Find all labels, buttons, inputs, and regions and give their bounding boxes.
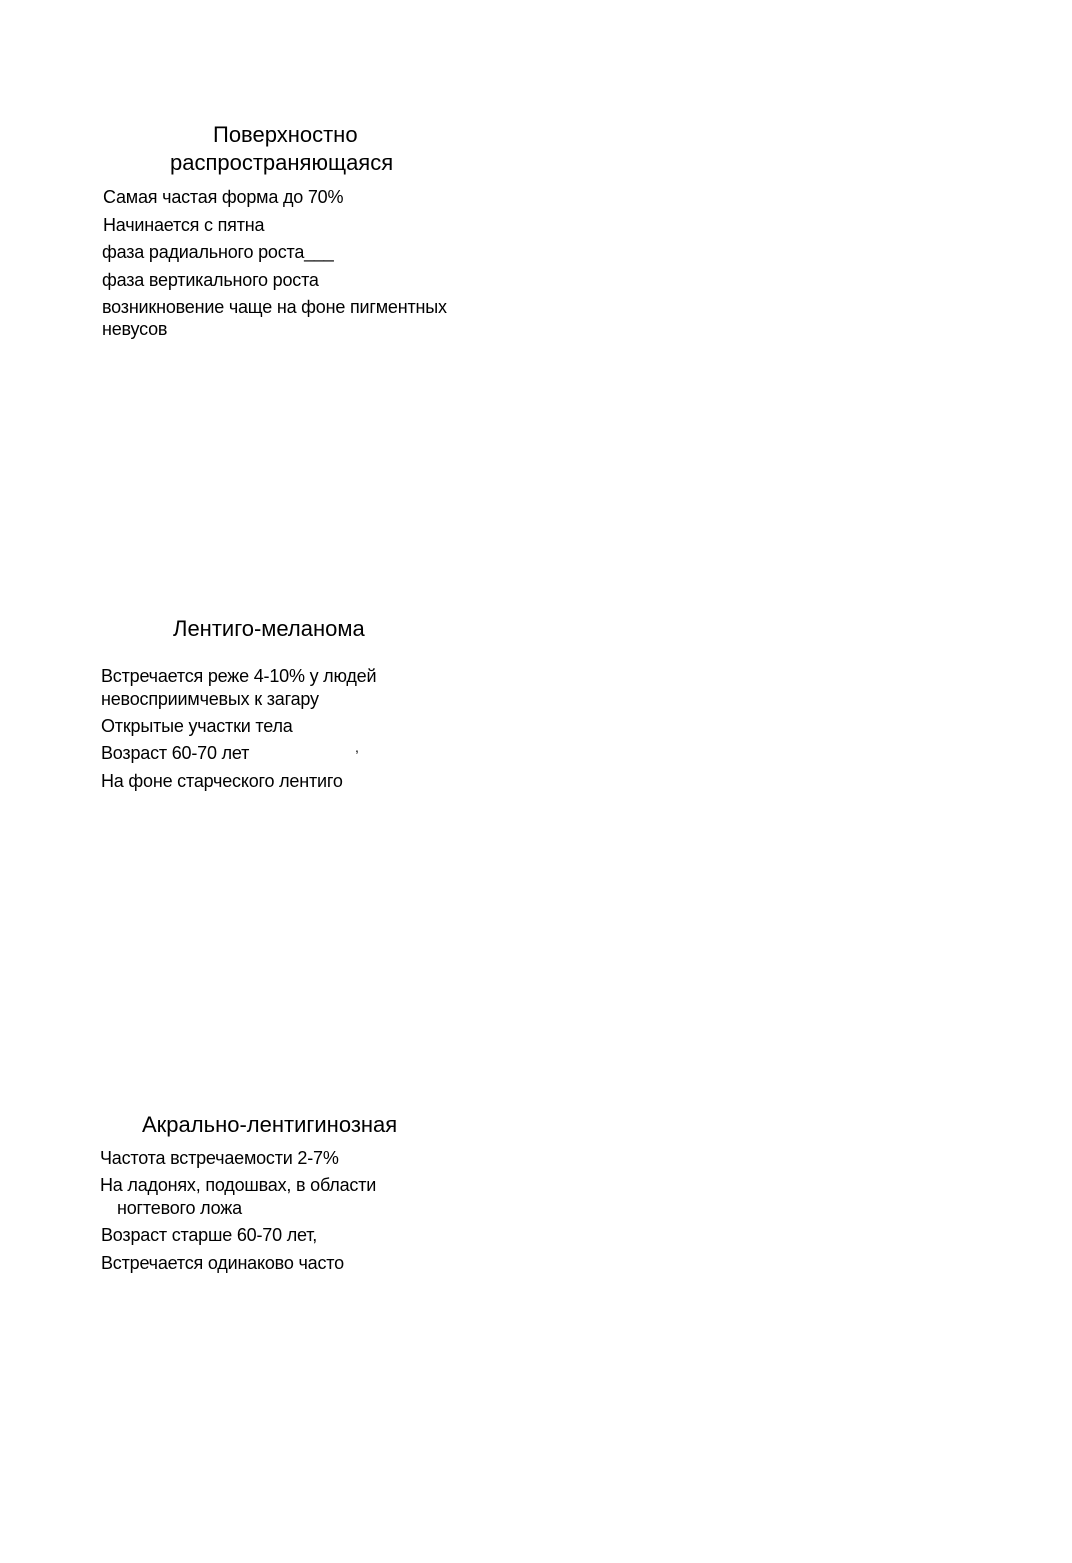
section-title: Акрально-лентигинозная: [142, 1112, 398, 1137]
section-title: Лентиго-меланома: [173, 616, 365, 641]
list-item: возникновение чаще на фоне пигментных: [102, 297, 447, 317]
list-item: невосприимчевых к загару: [101, 689, 319, 709]
list-item: Встречается одинаково часто: [101, 1253, 344, 1273]
list-item: На ладонях, подошвах, в области: [100, 1175, 377, 1195]
list-item: Частота встречаемости 2-7%: [100, 1148, 339, 1168]
list-item: Встречается реже 4-10% у людей: [101, 666, 377, 686]
section-title-line-1: Поверхностно: [213, 122, 358, 147]
list-item: фаза радиального роста___: [102, 242, 334, 262]
list-item: Открытые участки тела: [101, 716, 293, 736]
stray-comma: ,: [355, 739, 359, 755]
list-item: Самая частая форма до 70%: [103, 187, 344, 207]
list-item: Начинается с пятна: [103, 215, 265, 235]
list-item: На фоне старческого лентиго: [101, 771, 343, 791]
list-item: невусов: [102, 319, 168, 339]
list-item: Возраст 60-70 лет: [101, 743, 250, 763]
list-item: ногтевого ложа: [117, 1198, 242, 1218]
list-item: фаза вертикального роста: [102, 270, 319, 290]
section-title-line-2: распространяющаяся: [170, 150, 394, 175]
list-item: Возраст старше 60-70 лет,: [101, 1225, 318, 1245]
